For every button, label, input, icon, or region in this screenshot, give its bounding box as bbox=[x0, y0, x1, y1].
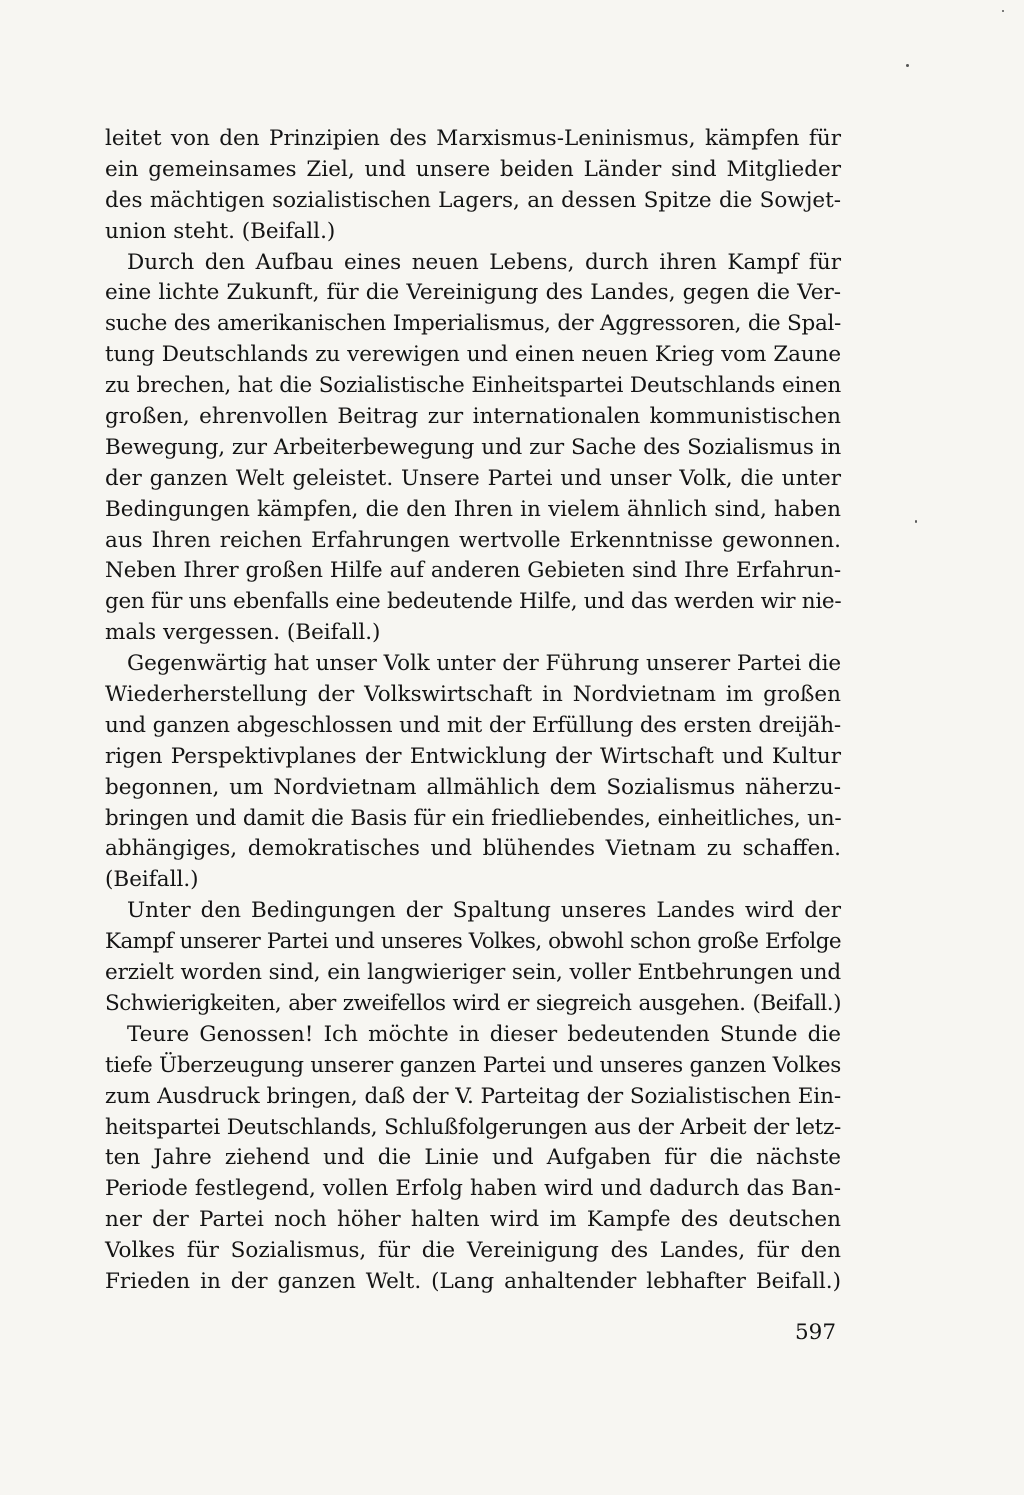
text-line: bringen und damit die Basis für ein friedliebendes, einheitliches, un- bbox=[105, 805, 842, 831]
text-line: und ganzen abgeschlossen und mit der Erfüllung des ersten dreijäh- bbox=[105, 712, 841, 738]
body-text bbox=[105, 124, 841, 1298]
text-line: der ganzen Welt geleistet. Unsere Partei und unser Volk, die unter bbox=[105, 465, 841, 491]
text-line: aus Ihren reichen Erfahrungen wertvolle Erkenntnisse gewonnen. bbox=[105, 527, 841, 553]
text-line: mals vergessen. (Beifall.) bbox=[105, 620, 381, 646]
text-line: heitspartei Deutschlands, Schlußfolgerungen aus der Arbeit der letz- bbox=[105, 1114, 841, 1140]
text-line: Volkes für Sozialismus, für die Vereinigung des Landes, für den bbox=[105, 1238, 841, 1264]
page-number: 597 bbox=[795, 1320, 837, 1345]
text-line: Kampf unserer Partei und unseres Volkes, obwohl schon große Erfolge bbox=[105, 929, 841, 955]
paper-speck bbox=[1002, 10, 1004, 12]
text-line: abhängiges, demokratisches und blühendes Vietnam zu schaffen. bbox=[105, 836, 841, 862]
text-line: Frieden in der ganzen Welt. (Lang anhaltender lebhafter Beifall.) bbox=[105, 1268, 841, 1294]
text-line: zu brechen, hat die Sozialistische Einheitspartei Deutschlands einen bbox=[105, 373, 841, 399]
text-line: Schwierigkeiten, aber zweifellos wird er siegreich ausgehen. (Beifall.) bbox=[105, 990, 841, 1016]
text-line: zum Ausdruck bringen, daß der V. Parteitag der Sozialistischen Ein- bbox=[105, 1083, 841, 1109]
text-line: des mächtigen sozialistischen Lagers, an dessen Spitze die Sowjet- bbox=[105, 187, 841, 213]
text-line: ner der Partei noch höher halten wird im Kampfe des deutschen bbox=[105, 1207, 841, 1233]
paper-speck bbox=[915, 520, 917, 523]
text-line: ein gemeinsames Ziel, und unsere beiden Länder sind Mitglieder bbox=[105, 156, 841, 182]
text-line: erzielt worden sind, ein langwieriger sein, voller Entbehrungen und bbox=[105, 960, 841, 986]
text-line: (Beifall.) bbox=[105, 867, 199, 893]
text-line: Bedingungen kämpfen, die den Ihren in vielem ähnlich sind, haben bbox=[105, 496, 841, 522]
text-line: union steht. (Beifall.) bbox=[105, 218, 336, 244]
text-line: Durch den Aufbau eines neuen Lebens, durch ihren Kampf für bbox=[127, 249, 841, 275]
text-line: Periode festlegend, vollen Erfolg haben wird und dadurch das Ban- bbox=[105, 1176, 841, 1202]
paper-speck bbox=[906, 64, 909, 67]
text-line: Bewegung, zur Arbeiterbewegung und zur Sache des Sozialismus in bbox=[105, 434, 841, 460]
text-line: großen, ehrenvollen Beitrag zur internationalen kommunistischen bbox=[105, 404, 841, 430]
text-line: ten Jahre ziehend und die Linie und Aufgaben für die nächste bbox=[105, 1145, 841, 1171]
text-line: suche des amerikanischen Imperialismus, der Aggressoren, die Spal- bbox=[105, 311, 841, 337]
text-line: begonnen, um Nordvietnam allmählich dem Sozialismus näherzu- bbox=[105, 774, 841, 800]
text-line: leitet von den Prinzipien des Marxismus-Leninismus, kämpfen für bbox=[105, 126, 841, 151]
text-line: Neben Ihrer großen Hilfe auf anderen Gebieten sind Ihre Erfahrun- bbox=[105, 558, 841, 584]
text-line: rigen Perspektivplanes der Entwicklung der Wirtschaft und Kultur bbox=[105, 743, 841, 769]
text-line: gen für uns ebenfalls eine bedeutende Hilfe, und das werden wir nie- bbox=[105, 589, 842, 615]
text-line: Teure Genossen! Ich möchte in dieser bedeutenden Stunde die bbox=[127, 1021, 841, 1047]
text-line: eine lichte Zukunft, für die Vereinigung des Landes, gegen die Ver- bbox=[105, 280, 841, 306]
text-line: tiefe Überzeugung unserer ganzen Partei und unseres ganzen Volkes bbox=[105, 1052, 841, 1078]
text-line: Gegenwärtig hat unser Volk unter der Führung unserer Partei die bbox=[127, 651, 841, 677]
text-line: Wiederherstellung der Volkswirtschaft in Nordvietnam im großen bbox=[105, 682, 841, 708]
text-line: Unter den Bedingungen der Spaltung unseres Landes wird der bbox=[127, 898, 841, 924]
text-line: tung Deutschlands zu verewigen und einen neuen Krieg vom Zaune bbox=[105, 342, 841, 368]
